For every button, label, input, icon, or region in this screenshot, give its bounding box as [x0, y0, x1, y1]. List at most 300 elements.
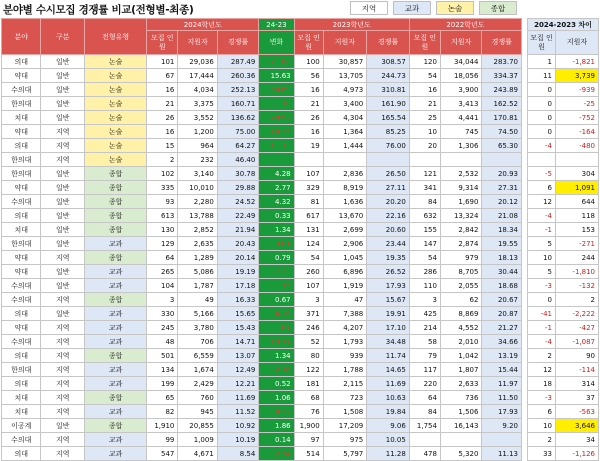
admission-type-cell: 종합: [85, 419, 147, 433]
quota-2022-cell: 84: [409, 195, 440, 209]
category-cell: 일반: [41, 279, 85, 293]
header-quota-2024: 모집 인원: [147, 31, 178, 55]
field-cell: 약대: [2, 265, 41, 279]
table-row: [2, 125, 522, 139]
rate-2023-cell: 244.73: [367, 69, 410, 83]
change-cell: 0.52: [259, 377, 294, 391]
field-cell: 의대: [2, 209, 41, 223]
applicants-2022-cell: 5,320: [440, 447, 482, 461]
change-cell: 0.14: [259, 433, 294, 447]
diff-table: [527, 18, 599, 461]
diff-applicants-cell: 314: [556, 377, 599, 391]
applicants-2024-cell: 3,552: [178, 111, 217, 125]
rate-2022-cell: 15.44: [482, 363, 522, 377]
quota-2024-cell: 67: [147, 69, 178, 83]
applicants-2022-cell: 4,552: [440, 321, 482, 335]
quota-2022-cell: 16: [409, 83, 440, 97]
diff-row: [528, 265, 599, 279]
diff-row: [528, 349, 599, 363]
rate-2022-cell: 74.50: [482, 125, 522, 139]
header-change-top: 24-23: [259, 19, 294, 31]
diff-quota-cell: -1: [528, 321, 556, 335]
applicants-2023-cell: 47: [323, 293, 367, 307]
quota-2023-cell: 124: [294, 237, 323, 251]
applicants-2022-cell: 4,441: [440, 111, 482, 125]
diff-quota-cell: 1: [528, 55, 556, 69]
quota-2023-cell: 100: [294, 55, 323, 69]
change-cell: 0.67: [259, 293, 294, 307]
rate-2023-cell: 27.11: [367, 181, 410, 195]
legend-item-school-record: 교과: [393, 1, 431, 15]
diff-row: [528, 111, 599, 125]
admission-type-cell: 논술: [85, 111, 147, 125]
rate-2024-cell: 17.18: [217, 279, 259, 293]
quota-2023-cell: 329: [294, 181, 323, 195]
table-row: [2, 69, 522, 83]
category-cell: 지역: [41, 391, 85, 405]
category-cell: 지역: [41, 363, 85, 377]
applicants-2023-cell: 17,209: [323, 419, 367, 433]
quota-2024-cell: 104: [147, 279, 178, 293]
category-cell: 일반: [41, 167, 85, 181]
applicants-2022-cell: 2,010: [440, 335, 482, 349]
diff-row: [528, 69, 599, 83]
rate-2023-cell: 17.10: [367, 321, 410, 335]
field-cell: 치대: [2, 405, 41, 419]
rate-2022-cell: 21.27: [482, 321, 522, 335]
rate-2024-cell: 15.43: [217, 321, 259, 335]
quota-2022-cell: [409, 433, 440, 447]
field-cell: 약대: [2, 181, 41, 195]
applicants-2022-cell: 1,042: [440, 349, 482, 363]
applicants-2023-cell: 1,636: [323, 195, 367, 209]
diff-applicants-cell: 34: [556, 433, 599, 447]
quota-2023-cell: 1,900: [294, 419, 323, 433]
admission-type-cell: 논술: [85, 125, 147, 139]
diff-table-body: [528, 55, 599, 461]
diff-row: [528, 251, 599, 265]
header-applicants-2024: 지원자: [178, 31, 217, 55]
applicants-2023-cell: 723: [323, 391, 367, 405]
legend-item-region: 지역: [350, 1, 388, 15]
category-cell: 지역: [41, 349, 85, 363]
header-quota-2022: 모집 인원: [409, 31, 440, 55]
quota-2024-cell: 101: [147, 55, 178, 69]
applicants-2022-cell: 3,413: [440, 97, 482, 111]
table-row: [2, 209, 522, 223]
quota-2024-cell: 16: [147, 83, 178, 97]
change-cell: -2.74: [259, 447, 294, 461]
field-cell: 약대: [2, 125, 41, 139]
category-cell: 일반: [41, 237, 85, 251]
admission-type-cell: 종합: [85, 181, 147, 195]
applicants-2024-cell: 3,375: [178, 97, 217, 111]
rate-2024-cell: 12.49: [217, 363, 259, 377]
rate-2024-cell: 8.54: [217, 447, 259, 461]
diff-applicants-cell: -2,222: [556, 307, 599, 321]
diff-quota-cell: -41: [528, 307, 556, 321]
change-cell: 1.34: [259, 349, 294, 363]
table-row: [2, 307, 522, 321]
diff-row: [528, 363, 599, 377]
quota-2024-cell: 16: [147, 125, 178, 139]
quota-2022-cell: 10: [409, 125, 440, 139]
applicants-2024-cell: 1,200: [178, 125, 217, 139]
diff-applicants-cell: -1,126: [556, 447, 599, 461]
diff-row: [528, 223, 599, 237]
applicants-2022-cell: 736: [440, 391, 482, 405]
quota-2024-cell: 64: [147, 251, 178, 265]
quota-2022-cell: 214: [409, 321, 440, 335]
applicants-2023-cell: 4,973: [323, 83, 367, 97]
rate-2023-cell: 10.63: [367, 391, 410, 405]
change-cell: 15.63: [259, 69, 294, 83]
quota-2023-cell: 56: [294, 69, 323, 83]
applicants-2022-cell: 2,532: [440, 167, 482, 181]
rate-2024-cell: 15.65: [217, 307, 259, 321]
rate-2023-cell: 17.93: [367, 279, 410, 293]
diff-quota-cell: 10: [528, 419, 556, 433]
admission-type-cell: 교과: [85, 265, 147, 279]
table-row: [2, 447, 522, 461]
quota-2023-cell: 260: [294, 265, 323, 279]
category-cell: 지역: [41, 125, 85, 139]
quota-2022-cell: 341: [409, 181, 440, 195]
category-cell: 지역: [41, 447, 85, 461]
rate-2024-cell: 10.92: [217, 419, 259, 433]
diff-applicants-cell: -1,087: [556, 335, 599, 349]
quota-2023-cell: 371: [294, 307, 323, 321]
quota-2024-cell: 48: [147, 335, 178, 349]
diff-row: [528, 153, 599, 167]
header-change-bottom: 변화: [259, 31, 294, 55]
rate-2023-cell: [367, 153, 410, 167]
applicants-2023-cell: 8,919: [323, 181, 367, 195]
quota-2022-cell: 220: [409, 377, 440, 391]
applicants-2023-cell: 1,444: [323, 139, 367, 153]
page-title: 분야별 수시모집 경쟁률 비교(전형별-최종): [3, 4, 194, 16]
rate-2023-cell: 11.69: [367, 377, 410, 391]
diff-row: [528, 419, 599, 433]
applicants-2023-cell: 6,896: [323, 265, 367, 279]
diff-quota-cell: 0: [528, 125, 556, 139]
table-row: [2, 237, 522, 251]
quota-2023-cell: 97: [294, 433, 323, 447]
category-cell: 일반: [41, 307, 85, 321]
rate-2022-cell: 65.30: [482, 139, 522, 153]
diff-quota-cell: [528, 153, 556, 167]
rate-2022-cell: 334.37: [482, 69, 522, 83]
admission-type-cell: 종합: [85, 349, 147, 363]
field-cell: 치대: [2, 111, 41, 125]
header-rate-2023: 경쟁률: [367, 31, 410, 55]
header-year-2022: 2022학년도: [409, 19, 521, 31]
table-row: [2, 181, 522, 195]
rate-2023-cell: 26.52: [367, 265, 410, 279]
field-cell: 수의대: [2, 293, 41, 307]
change-cell: -1.75: [259, 279, 294, 293]
diff-row: [528, 97, 599, 111]
diff-quota-cell: 6: [528, 181, 556, 195]
quota-2023-cell: 76: [294, 405, 323, 419]
rate-2023-cell: 165.54: [367, 111, 410, 125]
rate-2022-cell: 27.31: [482, 181, 522, 195]
rate-2023-cell: 308.57: [367, 55, 410, 69]
quota-2022-cell: 54: [409, 69, 440, 83]
diff-row: [528, 279, 599, 293]
field-cell: 약대: [2, 251, 41, 265]
diff-applicants-cell: -25: [556, 97, 599, 111]
rate-2024-cell: 160.71: [217, 97, 259, 111]
change-cell: 0.33: [259, 209, 294, 223]
rate-2022-cell: 11.13: [482, 447, 522, 461]
applicants-2022-cell: 2,055: [440, 279, 482, 293]
applicants-2022-cell: 979: [440, 251, 482, 265]
legend-item-comprehensive: 종합: [479, 1, 517, 15]
admission-type-cell: 교과: [85, 377, 147, 391]
quota-2024-cell: 613: [147, 209, 178, 223]
change-cell: 1.06: [259, 391, 294, 405]
rate-2023-cell: 23.44: [367, 237, 410, 251]
field-cell: 한의대: [2, 237, 41, 251]
admission-type-cell: 교과: [85, 307, 147, 321]
diff-row: [528, 335, 599, 349]
applicants-2023-cell: 30,857: [323, 55, 367, 69]
change-cell: -1.67: [259, 321, 294, 335]
admission-type-cell: 종합: [85, 195, 147, 209]
diff-applicants-cell: 1,091: [556, 181, 599, 195]
change-cell: [259, 153, 294, 167]
rate-2024-cell: 30.78: [217, 167, 259, 181]
quota-2024-cell: 129: [147, 237, 178, 251]
quota-2023-cell: 21: [294, 97, 323, 111]
header-admission-type: 전형유형: [85, 19, 147, 55]
quota-2022-cell: 3: [409, 293, 440, 307]
quota-2024-cell: 2: [147, 153, 178, 167]
applicants-2023-cell: 2,906: [323, 237, 367, 251]
applicants-2024-cell: 2,429: [178, 377, 217, 391]
quota-2023-cell: 54: [294, 251, 323, 265]
quota-2022-cell: 54: [409, 251, 440, 265]
category-cell: 일반: [41, 181, 85, 195]
applicants-2022-cell: 1,506: [440, 405, 482, 419]
admission-type-cell: 종합: [85, 223, 147, 237]
rate-2022-cell: 20.87: [482, 307, 522, 321]
rate-2024-cell: 46.40: [217, 153, 259, 167]
rate-2023-cell: 22.16: [367, 209, 410, 223]
applicants-2024-cell: 1,674: [178, 363, 217, 377]
diff-applicants-cell: -427: [556, 321, 599, 335]
quota-2023-cell: 68: [294, 391, 323, 405]
table-row: [2, 55, 522, 69]
rate-2022-cell: 18.34: [482, 223, 522, 237]
change-cell: -10.25: [259, 125, 294, 139]
applicants-2024-cell: 6,559: [178, 349, 217, 363]
quota-2022-cell: 20: [409, 139, 440, 153]
quota-2022-cell: 79: [409, 349, 440, 363]
table-row: [2, 405, 522, 419]
field-cell: 의대: [2, 349, 41, 363]
diff-applicants-cell: 118: [556, 209, 599, 223]
applicants-2022-cell: 1,807: [440, 363, 482, 377]
rate-2022-cell: 11.50: [482, 391, 522, 405]
diff-applicants-cell: 3,739: [556, 69, 599, 83]
diff-quota-cell: 5: [528, 265, 556, 279]
category-cell: 지역: [41, 433, 85, 447]
diff-applicants-cell: -164: [556, 125, 599, 139]
rate-2022-cell: 18.68: [482, 279, 522, 293]
table-row: [2, 265, 522, 279]
change-cell: -11.73: [259, 139, 294, 153]
applicants-2023-cell: 1,919: [323, 279, 367, 293]
change-cell: -2.16: [259, 363, 294, 377]
table-row: [2, 167, 522, 181]
quota-2022-cell: 632: [409, 209, 440, 223]
field-cell: 의대: [2, 55, 41, 69]
category-cell: 지역: [41, 321, 85, 335]
applicants-2023-cell: 1,788: [323, 363, 367, 377]
quota-2022-cell: [409, 153, 440, 167]
applicants-2022-cell: 13,324: [440, 209, 482, 223]
rate-2024-cell: 252.13: [217, 83, 259, 97]
diff-quota-cell: 2: [528, 433, 556, 447]
diff-applicants-cell: -1,821: [556, 55, 599, 69]
rate-2023-cell: 34.48: [367, 335, 410, 349]
applicants-2022-cell: 745: [440, 125, 482, 139]
quota-2022-cell: 21: [409, 97, 440, 111]
rate-2022-cell: 11.97: [482, 377, 522, 391]
admission-type-cell: 교과: [85, 335, 147, 349]
category-cell: 지역: [41, 405, 85, 419]
quota-2023-cell: 3: [294, 293, 323, 307]
diff-row: [528, 181, 599, 195]
applicants-2024-cell: 13,788: [178, 209, 217, 223]
rate-2023-cell: 20.60: [367, 223, 410, 237]
quota-2023-cell: 131: [294, 223, 323, 237]
quota-2023-cell: 246: [294, 321, 323, 335]
quota-2024-cell: 102: [147, 167, 178, 181]
field-cell: 수의대: [2, 195, 41, 209]
applicants-2023-cell: [323, 153, 367, 167]
header-year-2024: 2024학년도: [147, 19, 259, 31]
rate-2022-cell: 243.89: [482, 83, 522, 97]
admission-type-cell: 논술: [85, 97, 147, 111]
admission-type-cell: 종합: [85, 167, 147, 181]
quota-2023-cell: 617: [294, 209, 323, 223]
diff-quota-cell: 0: [528, 111, 556, 125]
rate-2023-cell: 19.35: [367, 251, 410, 265]
diff-quota-cell: 2: [528, 349, 556, 363]
change-cell: 1.86: [259, 419, 294, 433]
rate-2022-cell: 18.13: [482, 251, 522, 265]
category-cell: 일반: [41, 69, 85, 83]
quota-2024-cell: 335: [147, 181, 178, 195]
quota-2023-cell: 81: [294, 195, 323, 209]
applicants-2023-cell: 1,508: [323, 405, 367, 419]
diff-applicants-cell: -114: [556, 363, 599, 377]
applicants-2024-cell: 29,036: [178, 55, 217, 69]
quota-2024-cell: 547: [147, 447, 178, 461]
header-rate-2022: 경쟁률: [482, 31, 522, 55]
diff-quota-cell: 18: [528, 377, 556, 391]
diff-quota-cell: 12: [528, 363, 556, 377]
table-row: [2, 153, 522, 167]
rate-2022-cell: 21.08: [482, 209, 522, 223]
applicants-2024-cell: 232: [178, 153, 217, 167]
diff-quota-cell: 12: [528, 195, 556, 209]
applicants-2024-cell: 3,140: [178, 167, 217, 181]
applicants-2024-cell: 3,780: [178, 321, 217, 335]
quota-2022-cell: 117: [409, 363, 440, 377]
diff-quota-cell: -3: [528, 279, 556, 293]
applicants-2022-cell: 3,900: [440, 83, 482, 97]
header-diff-quota: 모집 인원: [528, 31, 556, 55]
quota-2024-cell: 82: [147, 405, 178, 419]
quota-2024-cell: 130: [147, 223, 178, 237]
diff-quota-cell: 11: [528, 69, 556, 83]
change-cell: -7.33: [259, 265, 294, 279]
diff-row: [528, 139, 599, 153]
quota-2022-cell: 25: [409, 111, 440, 125]
rate-2022-cell: [482, 433, 522, 447]
legend-item-essay: 논술: [436, 1, 474, 15]
quota-2023-cell: 514: [294, 447, 323, 461]
applicants-2024-cell: 1,289: [178, 251, 217, 265]
applicants-2024-cell: 4,034: [178, 83, 217, 97]
applicants-2023-cell: 1,045: [323, 251, 367, 265]
applicants-2024-cell: 4,671: [178, 447, 217, 461]
header-field: 분야: [2, 19, 41, 55]
diff-row: [528, 307, 599, 321]
rate-2024-cell: 16.33: [217, 293, 259, 307]
applicants-2022-cell: [440, 153, 482, 167]
applicants-2022-cell: 1,690: [440, 195, 482, 209]
diff-quota-cell: 33: [528, 447, 556, 461]
quota-2024-cell: 99: [147, 433, 178, 447]
diff-quota-cell: 10: [528, 251, 556, 265]
diff-row: [528, 83, 599, 97]
rate-2024-cell: 19.19: [217, 265, 259, 279]
quota-2022-cell: 84: [409, 405, 440, 419]
quota-2023-cell: 122: [294, 363, 323, 377]
table-row: [2, 83, 522, 97]
diff-row: [528, 55, 599, 69]
rate-2022-cell: 19.55: [482, 237, 522, 251]
applicants-2023-cell: 2,836: [323, 167, 367, 181]
applicants-2022-cell: 1,306: [440, 139, 482, 153]
header-year-2023: 2023학년도: [294, 19, 409, 31]
rate-2023-cell: 26.50: [367, 167, 410, 181]
diff-applicants-cell: 304: [556, 167, 599, 181]
applicants-2023-cell: 4,304: [323, 111, 367, 125]
applicants-2022-cell: 34,044: [440, 55, 482, 69]
quota-2024-cell: 21: [147, 97, 178, 111]
applicants-2024-cell: 760: [178, 391, 217, 405]
quota-2024-cell: 501: [147, 349, 178, 363]
quota-2022-cell: 147: [409, 237, 440, 251]
applicants-2022-cell: 18,056: [440, 69, 482, 83]
diff-quota-cell: -3: [528, 391, 556, 405]
table-row: [2, 433, 522, 447]
diff-row: [528, 391, 599, 405]
diff-row: [528, 321, 599, 335]
table-row: [2, 111, 522, 125]
rate-2023-cell: 85.25: [367, 125, 410, 139]
rate-2022-cell: 20.12: [482, 195, 522, 209]
rate-2024-cell: 136.62: [217, 111, 259, 125]
diff-applicants-cell: 3,646: [556, 419, 599, 433]
applicants-2024-cell: 49: [178, 293, 217, 307]
